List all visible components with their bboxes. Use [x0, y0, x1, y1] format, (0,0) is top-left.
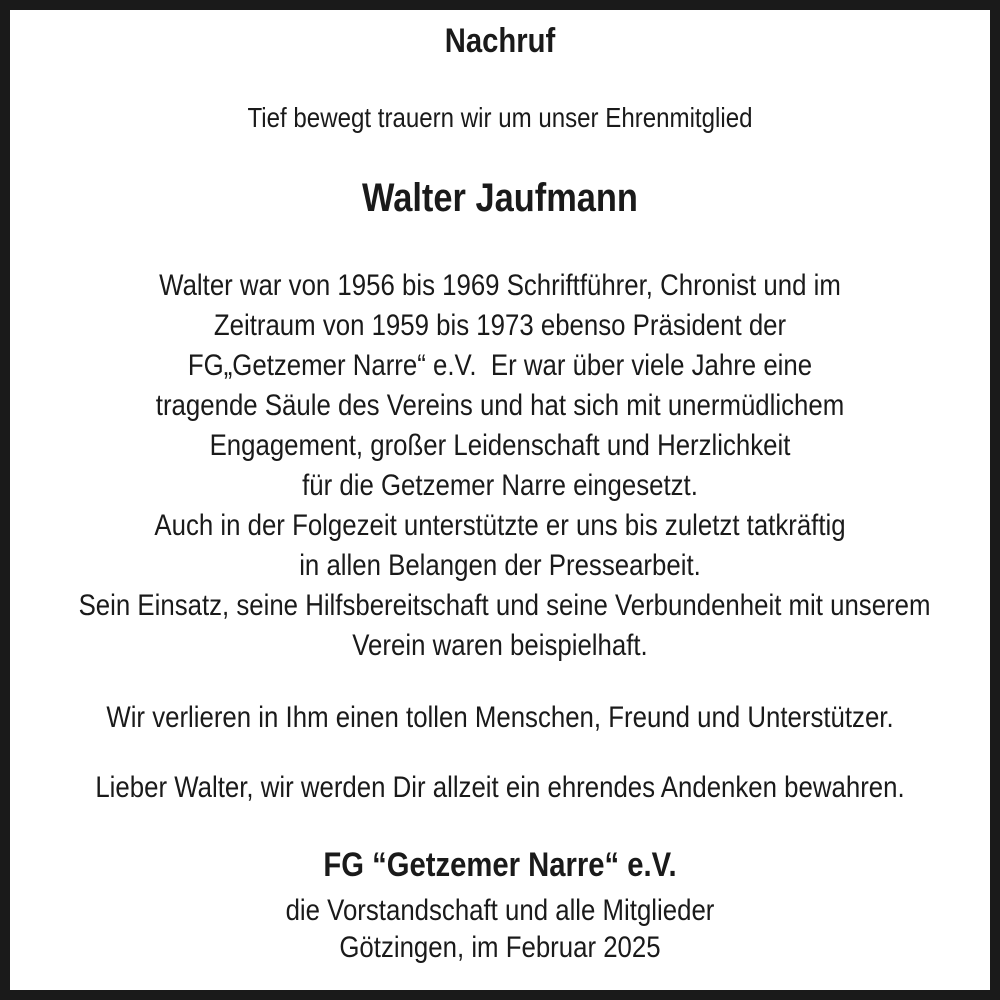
- paragraph-line: FG„Getzemer Narre“ e.V. Er war über viele Jahre eine: [187, 349, 813, 382]
- paragraph-line: Verein waren beispielhaft.: [352, 629, 648, 662]
- paragraph-line: Zeitraum von 1959 bis 1973 ebenso Präsident der: [213, 309, 787, 342]
- heading: Nachruf: [444, 22, 556, 60]
- signature-members: die Vorstandschaft und alle Mitglieder: [285, 894, 715, 927]
- paragraph-line: tragende Säule des Vereins und hat sich mit unermüdlichem: [155, 389, 845, 422]
- deceased-name: Walter Jaufmann: [362, 176, 638, 220]
- intro-text: Tief bewegt trauern wir um unser Ehrenmitglied: [247, 102, 753, 133]
- signature-organization: FG “Getzemer Narre“ e.V.: [323, 846, 677, 884]
- signature-place-date: Götzingen, im Februar 2025: [339, 931, 661, 964]
- paragraph-line: in allen Belangen der Pressearbeit.: [299, 549, 701, 582]
- paragraph-line: Sein Einsatz, seine Hilfsbereitschaft und seine Verbundenheit mit unserem: [78, 589, 931, 622]
- paragraph-line: Auch in der Folgezeit unterstützte er uns bis zuletzt tatkräftig: [154, 509, 846, 542]
- paragraph-line: Engagement, großer Leidenschaft und Herzlichkeit: [209, 429, 791, 462]
- farewell-statement: Lieber Walter, wir werden Dir allzeit ein ehrendes Andenken bewahren.: [95, 771, 905, 804]
- closing-statement: Wir verlieren in Ihm einen tollen Menschen, Freund und Unterstützer.: [106, 701, 894, 734]
- paragraph-line: Walter war von 1956 bis 1969 Schriftführer, Chronist und im: [159, 269, 841, 302]
- paragraph-line: für die Getzemer Narre eingesetzt.: [302, 469, 698, 502]
